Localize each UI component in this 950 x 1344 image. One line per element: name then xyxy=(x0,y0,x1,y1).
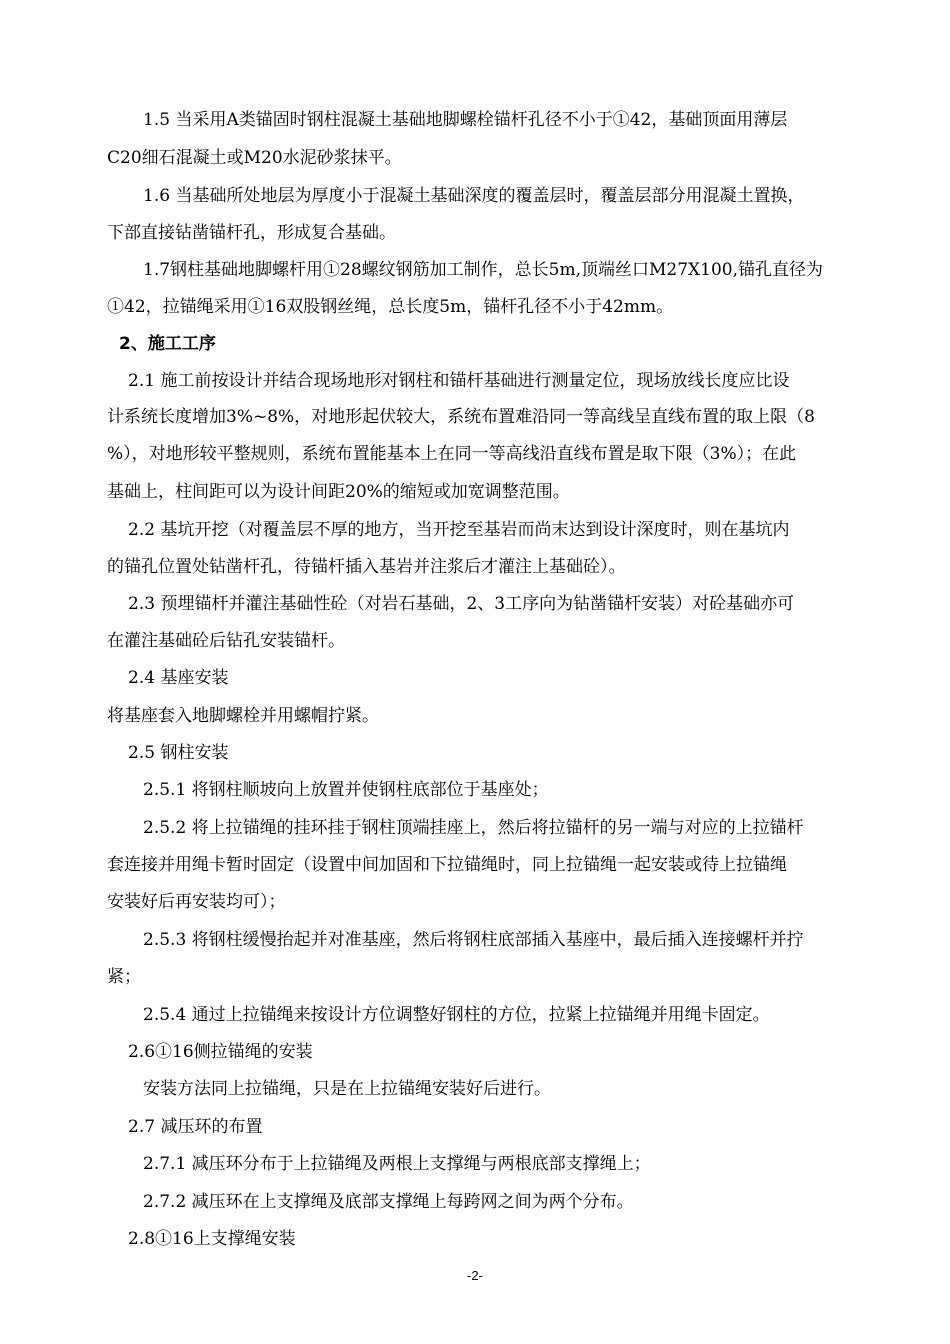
text-line-11: 基础上，柱间距可以为设计间距20%的缩短或加宽调整范围。 xyxy=(107,482,570,502)
text-line-21: 套连接并用绳卡暂时固定（设置中间加固和下拉锚绳时，同上拉锚绳一起安装或待上拉锚绳 xyxy=(107,855,787,875)
text-line-12: 2.2 基坑开挖（对覆盖层不厚的地方，当开挖至基岩而尚末达到设计深度时，则在基坑内 xyxy=(128,520,790,540)
text-line-8: 2.1 施工前按设计并结合现场地形对钢柱和锚杆基础进行测量定位，现场放线长度应比设 xyxy=(128,371,790,391)
text-line-15: 在灌注基础砼后钻孔安装锚杆。 xyxy=(107,631,345,651)
text-line-25: 2.5.4 通过上拉锚绳来按设计方位调整好钢柱的方位，拉紧上拉锚绳并用绳卡固定。 xyxy=(143,1005,770,1025)
text-line-10: %），对地形较平整规则，系统布置能基本上在同一等高线沿直线布置是取下限（3%）；在此 xyxy=(107,444,797,464)
text-line-3: 1.6 当基础所处地层为厚度小于混凝土基础深度的覆盖层时，覆盖层部分用混凝土置换， xyxy=(143,186,805,206)
text-line-19: 2.5.1 将钢柱顺坡向上放置并使钢柱底部位于基座处； xyxy=(143,780,549,800)
text-line-31: 2.8①16上支撑绳安装 xyxy=(128,1229,296,1249)
text-line-1: 1.5 当采用A类锚固时钢柱混凝土基础地脚螺栓锚杆孔径不小于①42，基础顶面用薄层 xyxy=(143,110,788,130)
text-line-29: 2.7.1 减压环分布于上拉锚绳及两根上支撑绳与两根底部支撑绳上； xyxy=(143,1154,651,1174)
text-line-26: 2.6①16侧拉锚绳的安装 xyxy=(128,1042,313,1062)
text-line-24: 紧； xyxy=(107,967,141,987)
text-line-16: 2.4 基座安装 xyxy=(128,668,229,688)
text-line-9: 计系统长度增加3%~8%，对地形起伏较大，系统布置难沿同一等高线呈直线布置的取上限（8 xyxy=(107,407,815,427)
text-line-14: 2.3 预埋锚杆并灌注基础性砼（对岩石基础，2、3工序向为钻凿锚杆安装）对砼基础亦可 xyxy=(128,594,795,614)
text-line-23: 2.5.3 将钢柱缓慢抬起并对准基座，然后将钢柱底部插入基座中，最后插入连接螺杆并拧 xyxy=(143,930,804,950)
text-line-5: 1.7钢柱基础地脚螺杆用①28螺纹钢筋加工制作，总长5m,顶端丝口M27X100,锚孔直径为 xyxy=(143,260,823,280)
text-line-27: 安装方法同上拉锚绳，只是在上拉锚绳安装好后进行。 xyxy=(143,1079,551,1099)
text-line-13: 的锚孔位置处钻凿杆孔，待锚杆插入基岩并注浆后才灌注上基础砼）。 xyxy=(107,557,626,577)
text-line-30: 2.7.2 减压环在上支撑绳及底部支撑绳上每跨网之间为两个分布。 xyxy=(143,1192,634,1212)
text-line-22: 安装好后再安装均可）； xyxy=(107,892,286,912)
text-line-6: ①42，拉锚绳采用①16双股钢丝绳，总长度5m，锚杆孔径不小于42mm。 xyxy=(107,297,674,317)
section-heading: 2、施工工序 xyxy=(119,334,216,354)
text-line-20: 2.5.2 将上拉锚绳的挂环挂于钢柱顶端挂座上，然后将拉锚杆的另一端与对应的上拉锚杆 xyxy=(143,818,804,838)
text-line-18: 2.5 钢柱安装 xyxy=(128,743,229,763)
text-line-17: 将基座套入地脚螺栓并用螺帽拧紧。 xyxy=(107,706,379,726)
page-number: -2- xyxy=(467,1268,483,1283)
text-line-4: 下部直接钻凿锚杆孔，形成复合基础。 xyxy=(107,223,396,243)
text-line-2: C20细石混凝土或M20水泥砂浆抹平。 xyxy=(107,148,402,168)
text-line-28: 2.7 减压环的布置 xyxy=(128,1117,263,1137)
